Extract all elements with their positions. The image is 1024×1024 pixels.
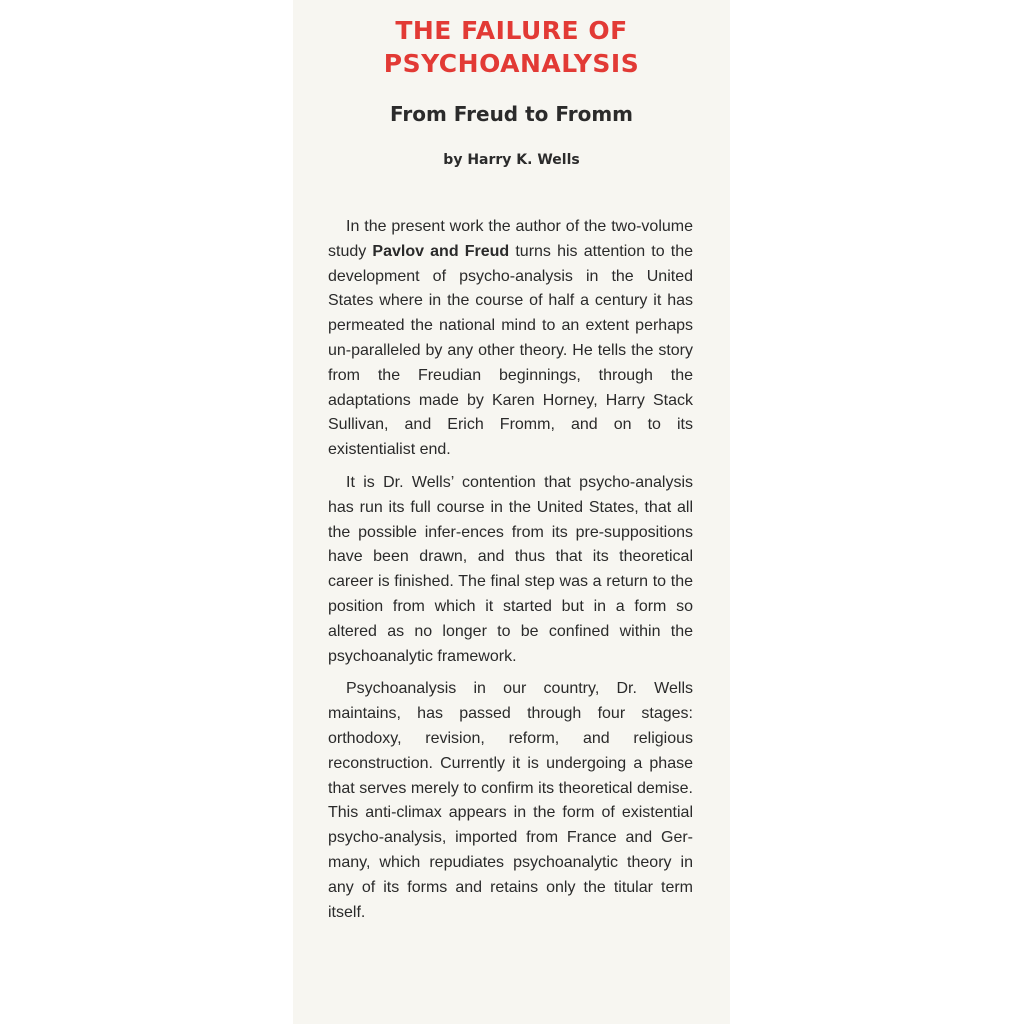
paragraph-1-rest: turns his attention to the development of psycho-analysis in the United States where in the course of half a century it has permeated the national mind to an extent perhaps un-paralleled by any other theory. He tells the story from the Freudian beginnings, through the adaptations made by Karen Horney, Harry Stack Sullivan, and Erich Fromm, and on to its existentialist end.	[328, 242, 693, 459]
description-body	[328, 215, 693, 933]
paragraph-1-intro: In the present work the author of the two-volume study	[328, 218, 693, 260]
book-title-line-2: PSYCHOANALYSIS	[383, 49, 640, 78]
book-jacket-flap	[293, 0, 730, 1024]
description-paragraph-1	[328, 215, 693, 463]
author-byline: by Harry K. Wells	[443, 152, 580, 168]
book-subtitle: From Freud to Fromm	[389, 102, 634, 126]
book-title-line-1: THE FAILURE OF	[395, 16, 628, 45]
description-paragraph-3: Psychoanalysis in our country, Dr. Wells maintains, has passed through four stages: orthodoxy, revision, reform, and religious reconstruction. Currently it is undergoing a phase that serves merely to confirm its theoretical demise. This anti-climax appears in the form of existential psycho-analysis, imported from France and Ger-many, which repudiates psychoanalytic theory in any of its forms and retains only the titular term itself.	[328, 680, 693, 921]
book-title	[293, 14, 730, 80]
description-paragraph-2: It is Dr. Wells’ contention that psycho-analysis has run its full course in the United States, that all the possible infer-ences from its pre-suppositions have been drawn, and thus that its theoretical career is finished. The final step was a return to the position from which it started but in a form so altered as no longer to be confined within the psychoanalytic framework.	[328, 473, 693, 665]
referenced-book-title: Pavlov and Freud	[372, 242, 510, 260]
